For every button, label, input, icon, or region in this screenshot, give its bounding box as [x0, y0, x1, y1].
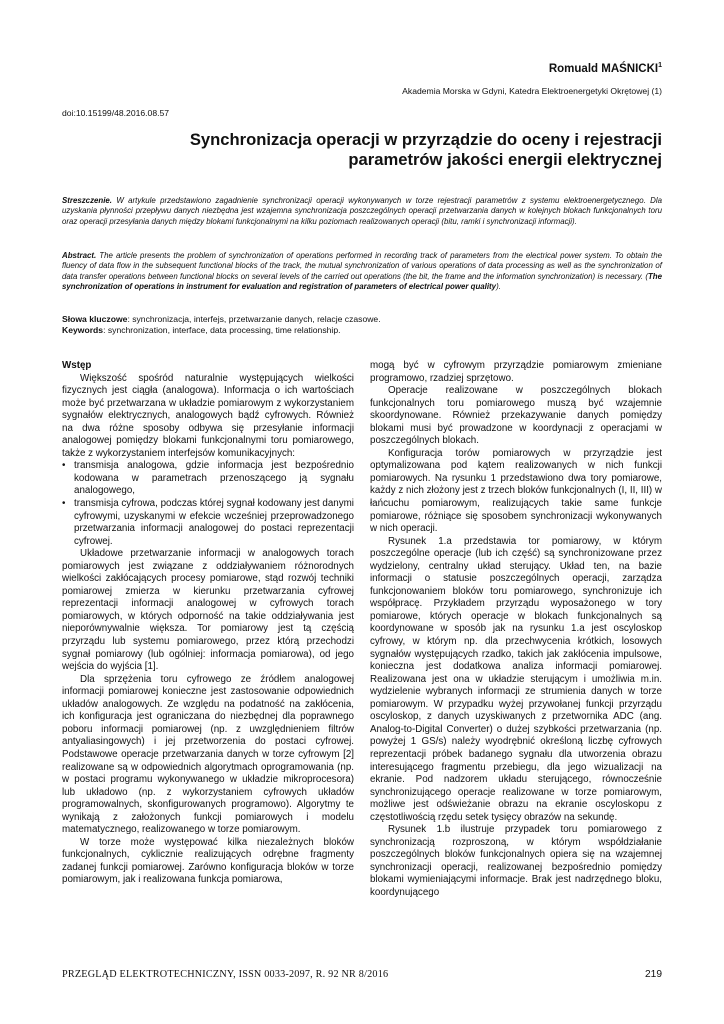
section-heading: Wstęp	[62, 360, 92, 371]
keywords-pl-text: : synchronizacja, interfejs, przetwarzanie danych, relacje czasowe.	[127, 314, 381, 324]
paragraph: Większość spośród naturalnie występujących wielkości fizycznych jest ciągła (analogowa). Informacja o ich wartościach może być przetwarzana w układzie pomiarowym z wykorzystaniem sygnałów elektrycznych, analogowych bądź cyfrowych. Również na dwa różne sposoby odbywa się przesyłanie informacji analogowej pomiędzy blokami funkcjonalnymi toru pomiarowego, także z wykorzystaniem interfejsów komunikacyjnych:	[62, 372, 354, 459]
paragraph: Dla sprzężenia toru cyfrowego ze źródłem analogowej informacji pomiarowej konieczne jest zastosowanie odpowiednich układów analogowych. Ze względu na podatność na zakłócenia, ich konfiguracja jest ograniczana do niezbędnej dla poprawnego poboru informacji pomiarowej (np. z uwzględnieniem filtrów antyaliasingowych) i jej przetworzenia do postaci cyfrowej. Podstawowe operacje przetwarzania danych w torze cyfrowym [2] realizowane są w odpowiednich algorytmach oprogramowania (np. w postaci programu wykonywanego w układzie mikroprocesora) lub układowo (np. z wykorzystaniem cyfrowych układów programowalnych, skonfigurowanych programowo). Algorytmy te wynikają z założonych funkcji pomiarowych i modelu matematycznego, realizowanego w torze pomiarowym.	[62, 673, 354, 836]
abstract-label: Abstract.	[62, 251, 97, 260]
author-affiliation-mark: 1	[658, 62, 662, 69]
paragraph: Operacje realizowane w poszczególnych blokach funkcjonalnych toru pomiarowego muszą być wzajemnie skoordynowane. Również przekazywanie danych pomiędzy blokami musi być prowadzone w koordynacji z operacjami w poszczególnych blokach.	[370, 385, 662, 447]
left-column	[62, 360, 354, 887]
bullet-item: • transmisja analogowa, gdzie informacja jest bezpośrednio kodowana w parametrach przenoszącego ją sygnału analogowego,	[62, 460, 354, 498]
bullet-item: • transmisja cyfrowa, podczas której sygnał kodowany jest danymi cyfrowymi, uzyskanymi w efekcie wcześniej przeprowadzonego przetwarzania informacji analogowej do postaci reprezentacji cyfrowej.	[62, 498, 354, 548]
paper-title	[62, 130, 662, 170]
abstract	[62, 251, 662, 292]
paragraph: Układowe przetwarzanie informacji w analogowych torach pomiarowych jest związane z oddziaływaniem różnorodnych wielkości zakłócających procesy pomiarowe, stąd rozwój techniki pomiarowej zmierza w kierunku przetwarzania cyfrowej reprezentacji informacji analogowej w cyfrowych torach pomiarowych, w których odporność na takie oddziaływania jest nieporównywalnie większa. Tor pomiarowy jest tą częścią przyrządu lub systemu pomiarowego, przez którą przechodzi sygnał pomiarowy (lub ogólniej: informacja pomiarowa), od jego wejścia do wyjścia [1].	[62, 548, 354, 673]
doi: doi:10.15199/48.2016.08.57	[62, 108, 170, 118]
paragraph: Rysunek 1.a przedstawia tor pomiarowy, w którym poszczególne operacje (lub ich część) są synchronizowane przez wydzielony, centralny układ sterujący. Układ ten, na bazie informacji o statusie poszczególnych operacji, zarządza funkcjonowaniem bloków toru pomiarowego, synchronizuje ich współpracę. Przykładem przyrządu wyposażonego w tory pomiarowe, których operacje w blokach funkcjonalnych są koordynowane w sposób jak na rysunku 1.a jest oscyloskop cyfrowy, w którym np. dla przechwycenia krótkich, losowych sygnałów występujących rzadko, takich jak zakłócenia impulsowe, konieczna jest dodatkowa analiza informacji pomiarowej. Realizowana jest ona w układzie sterującym i umożliwia m.in. wydzielenie wybranych informacji ze strumienia danych w torze pomiarowym. W przypadku wyżej przywołanej funkcji przyrządu oscyloskop, z danych uzyskiwanych z przetwornika ADC (ang. Analog-to-Digital Converter) o dużej szybkości przetwarzania (np. powyżej 1 GS/s) należy wyodrębnić określoną liczbę cyfrowych reprezentacji próbek badanego sygnału dla utworzenia obrazu interesującego fragmentu przebiegu, dla jego wizualizacji na ekranie. Pod nadzorem układu sterującego, równocześnie synchronizującego operacje realizowane w torze pomiarowym, możliwe jest odświeżanie obrazu na ekranie oscyloskopu z częstotliwością rzędu setek tysięcy obrazów na sekundę.	[370, 535, 662, 823]
right-column	[370, 360, 662, 900]
keywords-en	[62, 325, 662, 336]
abstract-text: The article presents the problem of synchronization of operations performed in recording track of parameters from the electrical power system. To obtain the fluency of data flow in the subsequent functional blocks of the track, the mutual synchronization of various operations of data processing as well as the synchronization of data transfer operations between functional blocks on several levels of the carried out operations (the bit, the frame and the information synchronization) is necessary. (	[62, 251, 662, 281]
keywords-pl-label: Słowa kluczowe	[62, 314, 128, 324]
abstract-end: ).	[496, 281, 501, 291]
bullet-list	[62, 460, 354, 548]
streszczenie	[62, 196, 662, 227]
paragraph: mogą być w cyfrowym przyrządzie pomiarowym zmieniane programowo, rzadziej sprzętowo.	[370, 360, 662, 384]
streszczenie-text: W artykule przedstawiono zagadnienie synchronizacji operacji wykonywanych w torze rejestracji parametrów z systemu elektroenergetycznego. Dla uzyskania płynności przepływu danych niezbędna jest wzajemna synchronizacja poszczególnych operacji przetwarzania danych w kolejnych blokach funkcjonalnych toru oraz operacji przesyłania danych między blokami funkcjonalnymi na kilku poziomach realizowanych operacji (bitu, ramki i synchronizacji informacji).	[62, 196, 662, 226]
keywords-en-label: Keywords	[62, 325, 104, 335]
streszczenie-label: Streszczenie.	[62, 196, 112, 205]
page-number: 219	[645, 969, 662, 980]
title-line-2: parametrów jakości energii elektrycznej	[348, 150, 662, 169]
paragraph: W torze może występować kilka niezależnych bloków funkcjonalnych, cyklicznie realizujących odrębne fragmenty zadanej funkcji pomiarowej. Zarówno konfiguracja bloków w torze pomiarowym, jak i realizowana funkcja pomiarowa,	[62, 836, 354, 886]
paragraph: Konfiguracja torów pomiarowych w przyrządzie jest optymalizowana pod kątem realizowanych w nich funkcji pomiarowych. Na rysunku 1 przedstawiono dwa tory pomiarowe, każdy z nich złożony jest z trzech bloków funkcjonalnych (I, II, III) w łańcuchu pomiarowym, realizujących takie same funkcje pomiarowe, różniące się sposobem synchronizacji wykonywanych w nich operacji.	[370, 447, 662, 535]
paragraph: Rysunek 1.b ilustruje przypadek toru pomiarowego z synchronizacją rozproszoną, w którym współdziałanie poszczególnych bloków funkcjonalnych opiera się na wzajemnej synchronizacji operacji, realizowanej bezpośrednio pomiędzy blokami wymieniającymi informacje. Brak jest nadrzędnego bloku, koordynującego	[370, 824, 662, 898]
author-name: Romuald MAŚNICKI$^1$	[548, 62, 662, 75]
keywords-pl	[62, 314, 662, 325]
title-line-1: Synchronizacja operacji w przyrządzie do oceny i rejestracji	[189, 130, 662, 149]
affiliation: Akademia Morska w Gdyni, Katedra Elektroenergetyki Okrętowej (1)	[402, 86, 662, 96]
keywords-en-text: : synchronization, interface, data processing, time relationship.	[103, 325, 341, 335]
abstract-english-title: The synchronization of operations in instrument for evaluation and registration of parameters of electrical power quality	[62, 271, 662, 291]
journal-footer: PRZEGLĄD ELEKTROTECHNICZNY, ISSN 0033-2097, R. 92 NR 8/2016	[62, 969, 389, 980]
